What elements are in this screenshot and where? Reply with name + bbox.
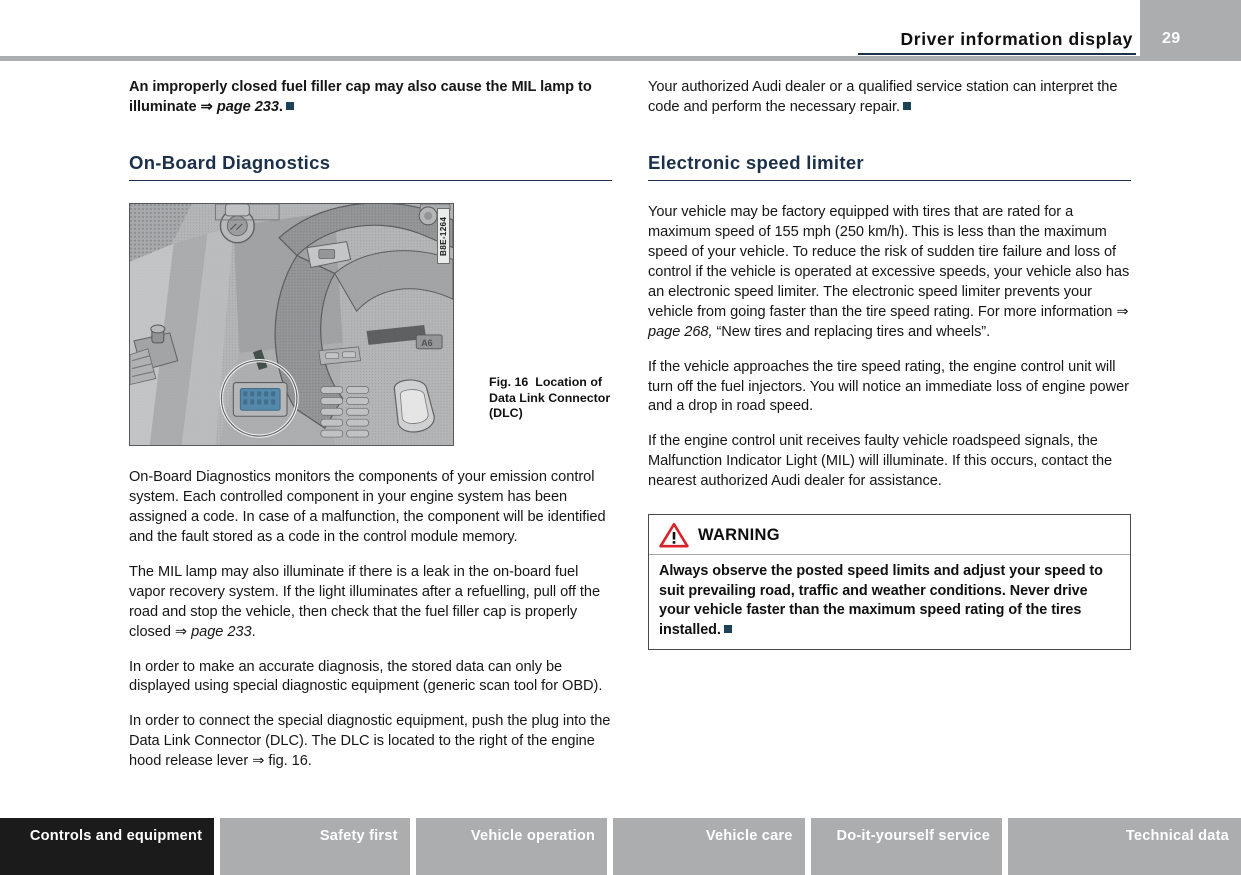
page-number: 29: [1162, 30, 1181, 47]
header-gray-band: [0, 56, 1241, 61]
figure-caption-label: Fig. 16: [489, 375, 529, 390]
left-paragraph-4: In order to connect the special diagnostic equipment, push the plug into the Data Link Connector (DLC). The DLC is located to the right of the engine hood release lever ⇒ fig. 16.: [129, 713, 611, 770]
section-rule: [648, 180, 1131, 182]
left-column: [129, 78, 612, 787]
page-content: [0, 78, 1241, 803]
footer-tab-vehicle-care[interactable]: Vehicle care: [613, 818, 804, 875]
electronic-speed-limiter-heading-block: [648, 152, 1131, 182]
footer-tabs: [0, 818, 1241, 875]
warning-triangle-icon: [659, 522, 689, 548]
page-number-block: [1140, 0, 1241, 56]
figure-16: [129, 203, 612, 446]
section-heading-on-board-diagnostics: On-Board Diagnostics: [129, 151, 331, 173]
warning-box: [648, 514, 1131, 650]
footer-tab-vehicle-operation[interactable]: Vehicle operation: [416, 818, 607, 875]
warning-header: [649, 515, 1130, 555]
warning-title: WARNING: [698, 525, 780, 544]
left-paragraph-1: On-Board Diagnostics monitors the components of your emission control system. Each controlled component in your engine system has been assigned a code. In case of a malfunction, the component will be identified and the fault stored as a code in the control module memory.: [129, 469, 606, 546]
figure-image-dlc-location: [129, 203, 454, 446]
left-paragraph-2: The MIL lamp may also illuminate if there is a leak in the on-board fuel vapor recovery system. If the light illuminates after a refuelling, pull off the road and stop the vehicle, then check that the fuel filler cap is properly closed ⇒ page 233.: [129, 563, 601, 640]
footer-tab-technical-data[interactable]: Technical data: [1008, 818, 1241, 875]
right-lead-paragraph: Your authorized Audi dealer or a qualified service station can interpret the code and perform the necessary repair.: [648, 79, 1118, 115]
dashboard-illustration: [130, 204, 453, 445]
figure-code-label: B8E-1264: [437, 208, 450, 264]
on-board-diagnostics-heading-block: [129, 152, 612, 182]
page-header: [0, 0, 1241, 60]
section-rule: [129, 180, 612, 182]
right-paragraph-1: Your vehicle may be factory equipped with tires that are rated for a maximum speed of 155 mph (250 km/h). This is less than the maximum speed of your vehicle. To reduce the risk of sudden tire failure and loss of control if the vehicle is operated at excessive speeds, your vehicle also has an electronic speed limiter. The electronic speed limiter prevents your vehicle from going faster than the tire speed rating. For more information ⇒ page 268, “New tires and replacing tires and wheels”.: [648, 204, 1130, 340]
right-paragraph-2: If the vehicle approaches the tire speed rating, the engine control unit will turn off the fuel injectors. You will notice an immediate loss of engine power and a drop in road speed.: [648, 358, 1129, 415]
right-paragraph-3: If the engine control unit receives faulty vehicle roadspeed signals, the Malfunction Indicator Light (MIL) will illuminate. If this occurs, contact the nearest authorized Audi dealer for assistance.: [648, 433, 1113, 490]
figure-caption-text: Location of Data Link Connector (DLC): [489, 375, 611, 420]
left-paragraph-3: In order to make an accurate diagnosis, the stored data can only be displayed using special diagnostic equipment (generic scan tool for OBD).: [129, 658, 603, 695]
page-title: Driver information display: [900, 29, 1133, 49]
section-heading-electronic-speed-limiter: Electronic speed limiter: [648, 151, 864, 173]
header-rule: [858, 53, 1136, 55]
right-column: [648, 78, 1131, 650]
footer-tab-controls-and-equipment[interactable]: Controls and equipment: [0, 818, 214, 875]
warning-body: Always observe the posted speed limits and adjust your speed to suit prevailing road, traffic and weather conditions. Never drive your vehicle faster than the maximum speed rating of the tires installed.: [659, 563, 1103, 638]
svg-text:A6: A6: [421, 338, 433, 349]
footer-tab-safety-first[interactable]: Safety first: [220, 818, 410, 875]
left-lead-paragraph: An improperly closed fuel filler cap may also cause the MIL lamp to illuminate ⇒ page 233.: [129, 79, 592, 115]
figure-caption: [489, 375, 614, 421]
footer-tab-do-it-yourself-service[interactable]: Do-it-yourself service: [811, 818, 1002, 875]
